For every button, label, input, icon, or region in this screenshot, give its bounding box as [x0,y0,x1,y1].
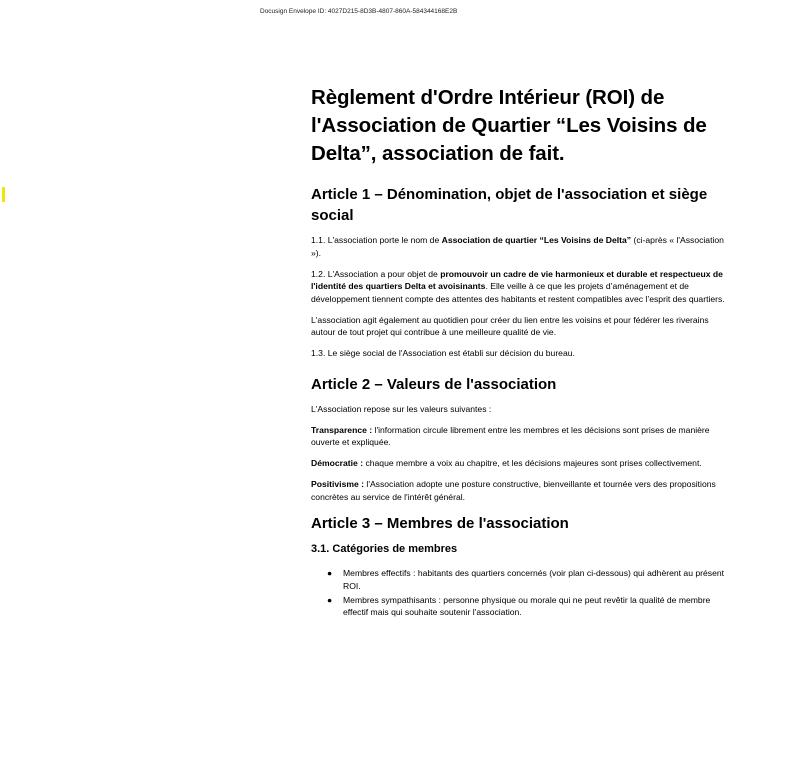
article-1-paragraph-4: 1.3. Le siège social de l'Association est établi sur décision du bureau. [311,348,575,358]
article-2-heading: Article 2 – Valeurs de l'association [311,375,557,393]
value-transparence: Transparence : l'information circule librement entre les membres et les décisions sont prises de manière ouverte et expliquée. [311,424,710,447]
value-democratie: Démocratie : chaque membre a voix au chapitre, et les décisions majeures sont prises collectivement. [311,458,702,468]
article-1-paragraph-2: 1.2. L'Association a pour objet de promouvoir un cadre de vie harmonieux et durable et respectueux de l'identité des quartiers Delta et avoisinants. Elle veille à ce que les projets d’aménagement et de développement tiennent compte des attentes des habitants et restent compatibles avec l’esprit des quartiers. [311,268,725,304]
highlight-marker [2,187,5,202]
bullet-icon: ● [327,594,333,605]
value-positivisme: Positivisme : l'Association adopte une posture constructive, bienveillante et tournée vers des propositions concrètes au service de l'intérêt général. [311,479,716,502]
list-item: ● Membres sympathisants : personne physique ou morale qui ne peut revêtir la qualité de membre effectif mais qui souhaite soutenir l'association. [327,594,711,617]
document-body [311,84,725,620]
article-1-paragraph-3: L'association agit également au quotidien pour créer du lien entre les voisins et pour fédérer les riverains autour de tout projet qui contribue à une meilleure qualité de vie. [311,314,709,337]
article-3-heading: Article 3 – Membres de l'association [311,515,569,532]
article-1-heading: Article 1 – Dénomination, objet de l'association et siège social [311,186,708,224]
list-item: ● Membres effectifs : habitants des quartiers concernés (voir plan ci-dessous) qui adhèrent au présent ROI. [327,568,725,591]
article-2-intro: L'Association repose sur les valeurs suivantes : [311,403,492,414]
member-categories-list [311,567,725,619]
envelope-id: Docusign Envelope ID: 4027D215-8D3B-4807-860A-584344168E2B [260,8,458,15]
bullet-icon: ● [327,568,333,578]
article-3-subheading: 3.1. Catégories de membres [311,543,458,555]
article-1-paragraph-1: 1.1. L'association porte le nom de Association de quartier “Les Voisins de Delta” (ci-après « l'Association »). [311,235,724,258]
document-title: Règlement d'Ordre Intérieur (ROI) de l'Association de Quartier “Les Voisins de Delta”, association de fait. [311,86,707,165]
